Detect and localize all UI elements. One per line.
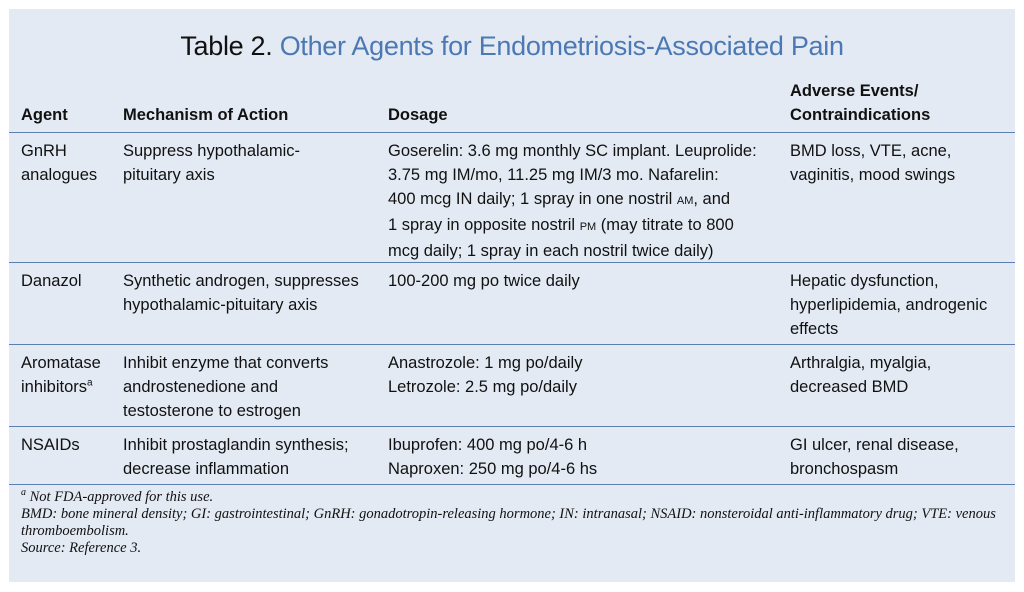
- cell-adverse: BMD loss, VTE, acne, vaginitis, mood swings: [790, 142, 956, 184]
- table-row: [9, 427, 1015, 484]
- footnote-abbreviations: BMD: bone mineral density; GI: gastrointestinal; GnRH: gonadotropin-releasing hormone; IN: intranasal; NSAID: nonsteroidal anti-inflammatory drug; VTE: venous thromboembolism.: [21, 506, 996, 539]
- table-row: [9, 133, 1015, 262]
- footnote-fda: [21, 489, 1003, 506]
- header-dosage: Dosage: [388, 106, 448, 124]
- row-rule: [9, 484, 1015, 485]
- cell-dosage: 100-200 mg po twice daily: [388, 272, 580, 290]
- cell-agent: NSAIDs: [21, 436, 80, 454]
- table-title: [9, 31, 1015, 62]
- header-adverse-events: Adverse Events/ Contraindications: [790, 82, 931, 124]
- table-number: Table 2.: [180, 31, 273, 61]
- table-panel: [9, 9, 1015, 582]
- cell-mechanism: Synthetic androgen, suppresses hypothalamic-pituitary axis: [123, 272, 359, 314]
- cell-adverse: GI ulcer, renal disease, bronchospasm: [790, 436, 959, 478]
- cell-mechanism: Inhibit prostaglandin synthesis; decrease inflammation: [123, 436, 349, 478]
- header-agent: Agent: [21, 106, 68, 124]
- cell-agent: GnRH analogues: [21, 142, 98, 184]
- header-mechanism: Mechanism of Action: [123, 106, 289, 124]
- footnote-marker: a: [87, 377, 93, 389]
- cell-dosage: Anastrozole: 1 mg po/daily Letrozole: 2.5 mg po/daily: [388, 354, 583, 396]
- cell-dosage: Ibuprofen: 400 mg po/4-6 h Naproxen: 250 mg po/4-6 hs: [388, 436, 598, 478]
- table-row: [9, 345, 1015, 426]
- table-title-text: Other Agents for Endometriosis-Associated Pain: [279, 31, 844, 61]
- cell-mechanism: Suppress hypothalamic- pituitary axis: [123, 142, 301, 184]
- footnote-source: Source: Reference 3.: [21, 540, 142, 556]
- footnote-fda-text: Not FDA-approved for this use.: [29, 489, 214, 505]
- cell-dosage: Goserelin: 3.6 mg monthly SC implant. Leuprolide: 3.75 mg IM/mo, 11.25 mg IM/3 mo. Nafarelin: 400 mcg IN daily; 1 spray in one nostril AM, and 1 spray in opposite nostril PM (may titrate to 800 mcg daily; 1 spray in each nostril twice daily): [388, 142, 757, 260]
- cell-mechanism: Inhibit enzyme that converts androstenedione and testosterone to estrogen: [123, 354, 329, 420]
- cell-adverse: Arthralgia, myalgia, decreased BMD: [790, 354, 932, 396]
- cell-agent: Danazol: [21, 272, 82, 290]
- footnote-marker: a: [21, 487, 26, 499]
- table-footnotes: [21, 489, 1003, 557]
- cell-agent: [21, 351, 121, 399]
- cell-adverse: Hepatic dysfunction, hyperlipidemia, androgenic effects: [790, 272, 988, 338]
- table-header-row: [9, 83, 1015, 131]
- cell-agent-text: Aromatase inhibitors: [21, 354, 101, 396]
- table-row: [9, 263, 1015, 344]
